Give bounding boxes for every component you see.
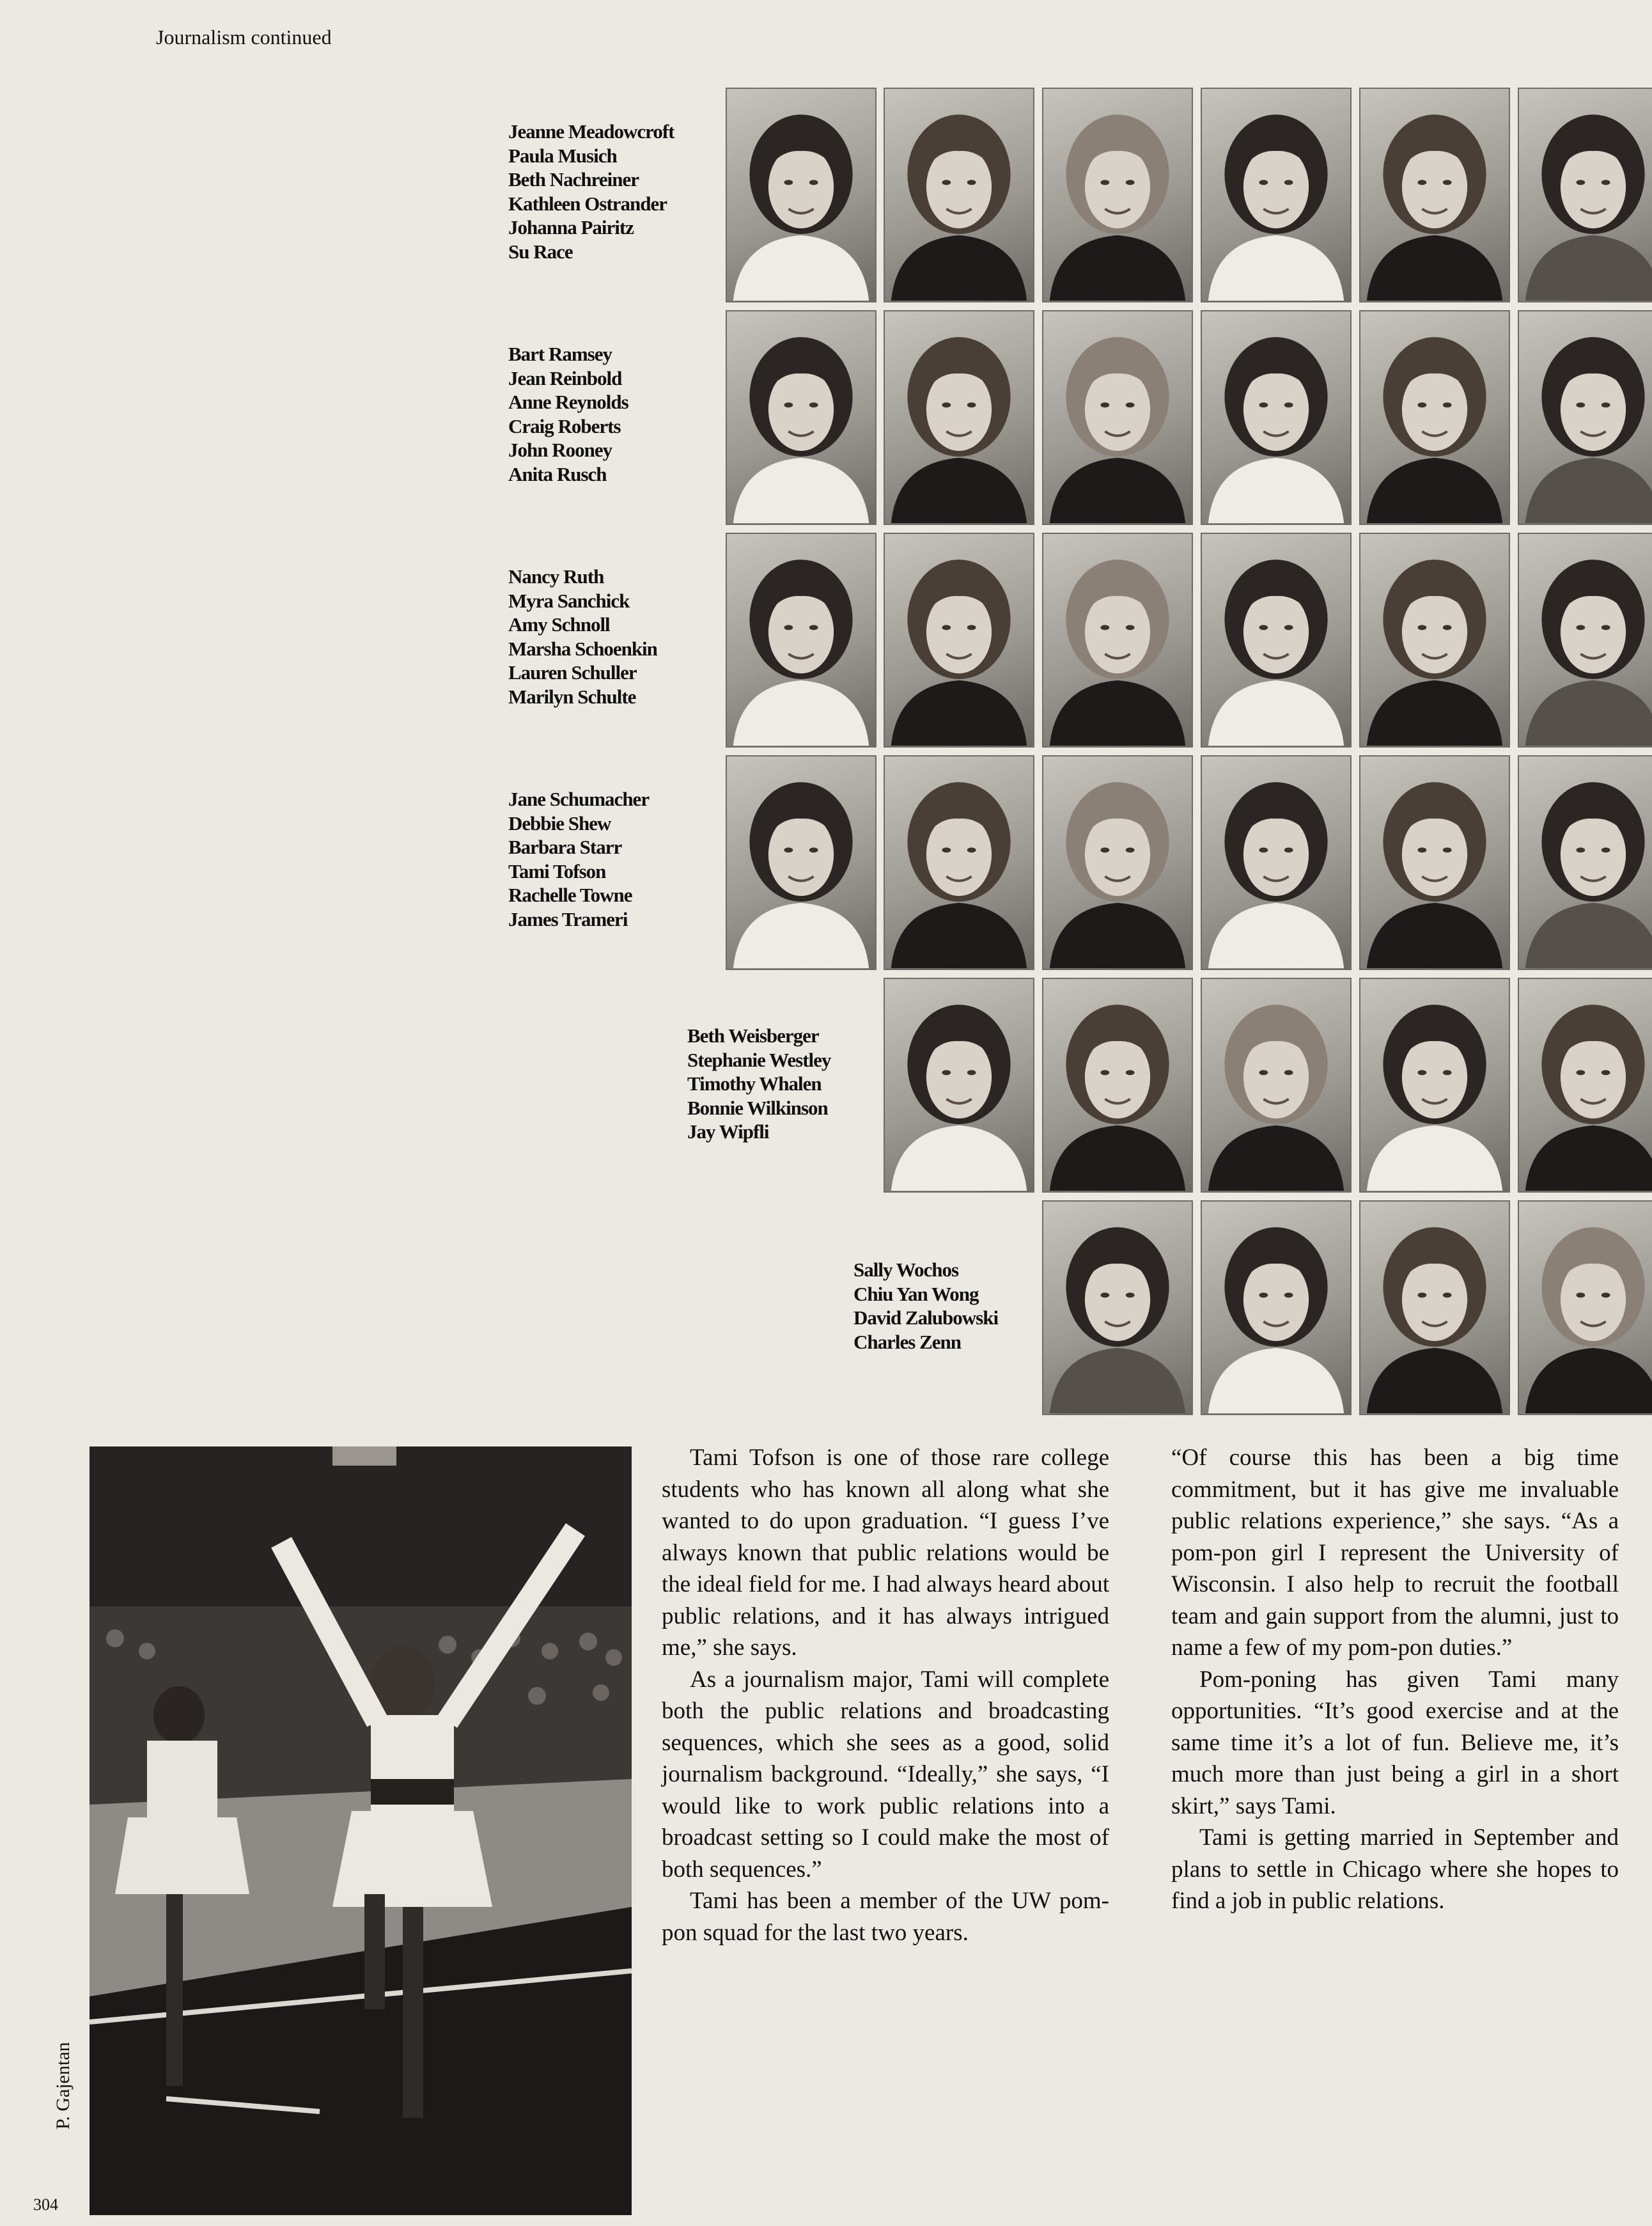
student-portrait — [1518, 88, 1652, 302]
student-portrait — [726, 88, 877, 302]
student-name: David Zalubowski — [853, 1306, 999, 1329]
paragraph: Tami Tofson is one of those rare college students who has known all along what she wanted to do upon graduation. “I guess I’ve always known that public relations would be the ideal field for me. I had always heard about public relations, and it has always intrigued me,” she says. — [662, 1445, 1109, 1661]
student-name: Jane Schumacher — [508, 788, 650, 810]
student-name: Barbara Starr — [508, 836, 622, 858]
student-name: Beth Weisberger — [687, 1024, 819, 1047]
names-row-2 — [508, 342, 628, 486]
student-name: Jeanne Meadowcroft — [508, 120, 674, 143]
paragraph: Tami is getting married in September and plans to settle in Chicago where she hopes to find a job in public relations. — [1171, 1824, 1619, 1914]
student-portrait — [1201, 310, 1352, 525]
student-portrait — [1359, 310, 1510, 525]
student-name: Paula Musich — [508, 144, 617, 167]
student-portrait — [884, 310, 1034, 525]
student-portrait — [884, 755, 1034, 970]
article-column-1 — [662, 1442, 1109, 1948]
student-portrait — [1359, 978, 1510, 1193]
names-row-4 — [508, 787, 649, 931]
student-portrait — [1042, 88, 1193, 302]
student-portrait — [1359, 88, 1510, 302]
student-portrait — [1518, 533, 1652, 748]
student-portrait — [884, 533, 1034, 748]
student-portrait — [1359, 533, 1510, 748]
student-name: Anne Reynolds — [508, 391, 628, 413]
student-name: Stephanie Westley — [687, 1048, 831, 1071]
page-number: 304 — [33, 2195, 58, 2214]
names-row-5 — [687, 1024, 830, 1144]
student-portrait — [1201, 1200, 1352, 1415]
student-portrait — [1042, 533, 1193, 748]
names-row-6 — [853, 1258, 998, 1354]
student-portrait — [1042, 1200, 1193, 1415]
student-name: Amy Schnoll — [508, 613, 610, 636]
student-name: Johanna Pairitz — [508, 216, 634, 239]
student-name: Timothy Whalen — [687, 1072, 822, 1095]
names-row-1 — [508, 120, 674, 263]
student-portrait — [1518, 1200, 1652, 1415]
page-header: Journalism continued — [156, 26, 332, 49]
student-portrait — [1042, 755, 1193, 970]
student-name: Charles Zenn — [853, 1330, 961, 1353]
student-portrait — [1201, 978, 1352, 1193]
student-name: James Trameri — [508, 907, 628, 930]
student-portrait — [1042, 978, 1193, 1193]
student-name: Chiu Yan Wong — [853, 1282, 979, 1305]
paragraph: As a journalism major, Tami will complete both the public relations and broadcasting sequences, which she sees as a good, solid journalism background. “Ideally,” she says, “I would like to work public relations into a broadcast setting so I could make the most of both sequences.” — [662, 1666, 1109, 1883]
student-name: Jean Reinbold — [508, 366, 622, 389]
paragraph: Tami has been a member of the UW pom-pon squad for the last two years. — [662, 1888, 1109, 1946]
student-portrait — [1201, 755, 1352, 970]
student-portrait — [726, 533, 877, 748]
names-row-3 — [508, 565, 657, 709]
student-portrait — [1201, 533, 1352, 748]
student-name: Kathleen Ostrander — [508, 192, 667, 215]
photo-credit: P. Gajentan — [52, 2042, 74, 2129]
student-portrait — [1359, 1200, 1510, 1415]
student-name: Su Race — [508, 240, 573, 263]
student-name: Lauren Schuller — [508, 661, 637, 684]
student-name: Nancy Ruth — [508, 565, 604, 588]
student-name: Tami Tofson — [508, 859, 606, 882]
student-portrait — [1518, 755, 1652, 970]
student-portrait — [726, 755, 877, 970]
student-portrait — [1201, 88, 1352, 302]
student-portrait — [884, 978, 1034, 1193]
student-name: Anita Rusch — [508, 462, 607, 485]
article-column-2 — [1171, 1442, 1619, 1917]
student-portrait — [884, 88, 1034, 302]
student-name: Marsha Schoenkin — [508, 637, 657, 660]
pom-pon-photo — [90, 1446, 632, 2215]
student-name: Myra Sanchick — [508, 589, 630, 612]
paragraph: Pom-poning has given Tami many opportunities. “It’s good exercise and at the same time it’s a lot of fun. Believe me, it’s much more than just being a girl in a short skirt,” says Tami. — [1171, 1666, 1619, 1819]
student-portrait — [1518, 978, 1652, 1193]
student-portrait — [1042, 310, 1193, 525]
student-portrait — [1359, 755, 1510, 970]
student-name: Rachelle Towne — [508, 884, 632, 906]
student-name: Craig Roberts — [508, 414, 621, 437]
paragraph: “Of course this has been a big time commitment, but it has give me invaluable public relations experience,” she says. “As a pom-pon girl I represent the University of Wisconsin. I also help to recruit the football team and gain support from the alumni, just to name a few of my pom-pon duties.” — [1171, 1445, 1619, 1661]
student-portrait — [726, 310, 877, 525]
student-name: Debbie Shew — [508, 811, 611, 835]
student-name: Beth Nachreiner — [508, 168, 639, 191]
student-name: Jay Wipfli — [687, 1120, 769, 1143]
student-name: John Rooney — [508, 439, 612, 461]
student-name: Marilyn Schulte — [508, 685, 636, 708]
student-name: Bart Ramsey — [508, 343, 612, 365]
student-name: Sally Wochos — [853, 1258, 959, 1281]
student-portrait — [1518, 310, 1652, 525]
student-name: Bonnie Wilkinson — [687, 1096, 828, 1119]
